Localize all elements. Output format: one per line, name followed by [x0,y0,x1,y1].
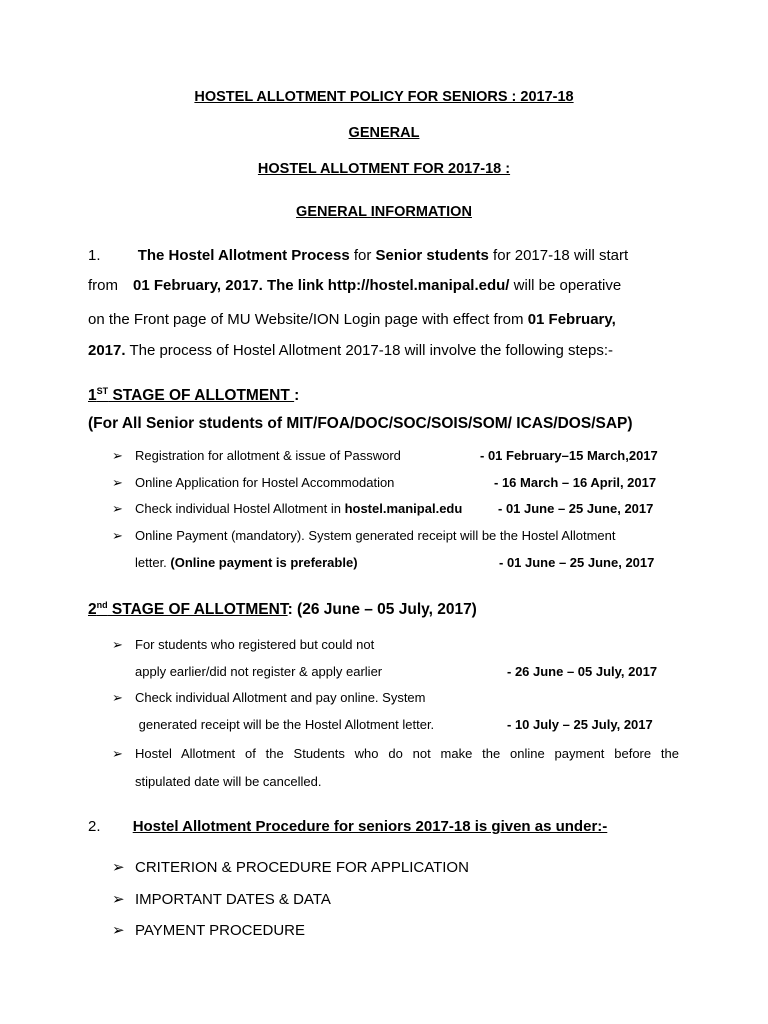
para1-line2: from 01 February, 2017. The link http://hostel.manipal.edu/ will be operative [88,277,622,294]
list-item: ➢ Hostel Allotment of the Students who do not make the online payment before the [112,746,679,761]
arrow-bullet-icon: ➢ [112,501,123,516]
general-info-heading: GENERAL INFORMATION [296,204,472,220]
para1-num: 1. [88,247,101,264]
para2: 2. Hostel Allotment Procedure for seniors 2017-18 is given as under:- [88,818,608,835]
arrow-bullet-icon: ➢ [112,528,123,543]
document-page: HOSTEL ALLOTMENT POLICY FOR SENIORS : 2017-18 GENERAL HOSTEL ALLOTMENT FOR 2017-18 : GENERAL INFORMATION 1. The Hostel Allotment Process for Senior students for 2017-18 will start from 01 February, 2017. The link http://hostel.manipal.edu/ will be operative on the Front page of MU Website/ION Login page with effect from 01 February, 2017. The process of Hostel Allotment 2017-18 will involve the following steps:- 1ST STAGE OF ALLOTMENT : (For All Senior students of MIT/FOA/DOC/SOC/SOIS/SOM/ ICAS/DOS/SAP) ➢ Registration for allotment & issue of Password - 01 February–15 March,2017 ➢ Online Application for Hostel Accommodation - 16 March – 16 April, 2017 ➢ Check individual Hostel Allotment in hostel.manipal.edu - 01 June – 25 June, 2017 ➢ Online Payment (mandatory). System generated receipt will be the Hostel Allotment letter. (Online payment is preferable) - 01 June – 25 June, 2017 2nd STAGE OF ALLOTMENT: (26 June – 05 July, 2017) ➢ For students who registered but could not apply earlier/did not register & apply earlier - 26 June – 05 July, 2017 ➢ Check individual Allotment and pay online. System generated receipt will be the Hostel Allotment letter. - 10 July – 25 July, 2017 ➢ Hostel Allotment of the Students who do not make the online payment before the stipulated date will be cancelled. 2. Hostel Allotment Procedure for seniors 2017-18 is given as under:- ➢ CRITERION & PROCEDURE FOR APPLICATION ➢ IMPORTANT DATES & DATA ➢ PAYMENT PROCEDURE [0,0,768,1024]
arrow-bullet-icon: ➢ [112,922,125,939]
para1-line1: 1. The Hostel Allotment Process for Senior students for 2017-18 will start [88,247,629,264]
subtitle: HOSTEL ALLOTMENT FOR 2017-18 : [257,161,511,177]
stage1-subheading: (For All Senior students of MIT/FOA/DOC/SOC/SOIS/SOM/ ICAS/DOS/SAP) [88,415,633,432]
arrow-bullet-icon: ➢ [112,891,125,908]
stage1-heading: 1ST STAGE OF ALLOTMENT : [88,386,300,405]
arrow-bullet-icon: ➢ [112,475,123,490]
arrow-bullet-icon: ➢ [112,690,123,705]
stage2-heading: 2nd STAGE OF ALLOTMENT: (26 June – 05 July, 2017) [88,600,477,619]
arrow-bullet-icon: ➢ [112,637,123,652]
document-title: HOSTEL ALLOTMENT POLICY FOR SENIORS : 2017-18 [194,89,574,105]
para1-line3: on the Front page of MU Website/ION Login page with effect from 01 February, [88,311,616,328]
general-heading: GENERAL [348,125,420,141]
arrow-bullet-icon: ➢ [112,448,123,463]
para1-line4: 2017. The process of Hostel Allotment 2017-18 will involve the following steps:- [88,342,614,359]
arrow-bullet-icon: ➢ [112,746,123,761]
arrow-bullet-icon: ➢ [112,859,125,876]
